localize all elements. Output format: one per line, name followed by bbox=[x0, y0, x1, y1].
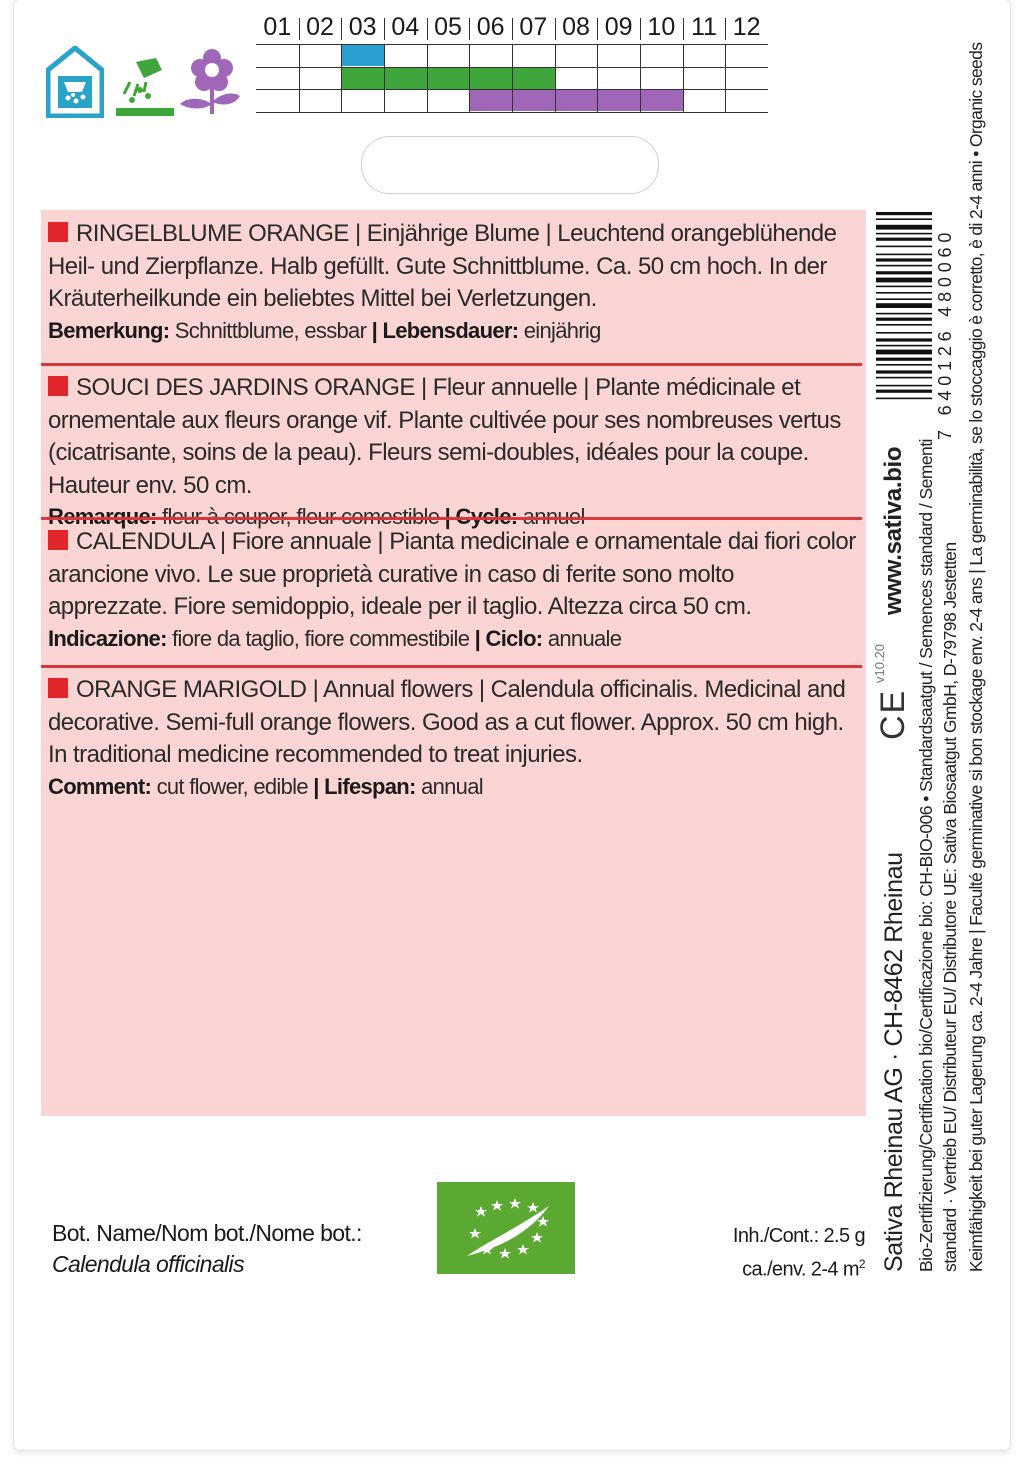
grid-column-line bbox=[683, 44, 684, 112]
barcode-bar bbox=[876, 246, 932, 248]
month-separator bbox=[384, 18, 385, 40]
barcode-bar bbox=[876, 271, 932, 274]
barcode-bar bbox=[876, 254, 932, 256]
grid-column-line bbox=[427, 44, 428, 112]
barcode-bar bbox=[876, 390, 932, 393]
note-value: annual bbox=[415, 773, 483, 799]
section-italian bbox=[48, 526, 858, 654]
barcode-bar bbox=[876, 332, 932, 334]
section-german bbox=[48, 218, 858, 346]
contents-block bbox=[733, 1222, 865, 1284]
calendar-bar-sowing-indoor bbox=[341, 45, 384, 66]
month-label-08: 08 bbox=[562, 13, 590, 41]
website-link[interactable]: www.sativa.bio bbox=[880, 446, 907, 615]
note-label: Indicazione: bbox=[48, 625, 167, 651]
barcode-bar bbox=[876, 324, 932, 326]
month-label-04: 04 bbox=[391, 13, 420, 41]
contents-area: ca./env. 2-4 m bbox=[742, 1258, 859, 1281]
barcode-bar bbox=[876, 303, 932, 308]
red-square-marker bbox=[48, 530, 68, 550]
section-french bbox=[48, 372, 858, 532]
section-text: SOUCI DES JARDINS ORANGE | Fleur annuelle | Plante médicinale et ornementale aux fleurs orange vif. Plante cultivée pour ses nombreuses vertus (cicatrisante, soins de la peau). Fleurs semi-doubles, idéales pour la coupe. Hauteur env. 50 cm. bbox=[48, 374, 841, 499]
month-separator bbox=[555, 18, 556, 40]
month-label-03: 03 bbox=[348, 13, 377, 41]
note-label: | Lebensdauer: bbox=[371, 317, 519, 343]
barcode-bar bbox=[876, 350, 932, 355]
contents-weight: Inh./Cont.: 2.5 g bbox=[732, 1225, 865, 1247]
barcode-bar bbox=[876, 286, 932, 288]
certification-text: Bio-Zertifizierung/Certification bio/Certificazione bio: CH-BIO-006 • Standardsaatgut / Semences standard / Sementi bbox=[916, 439, 936, 1272]
barcode-bar bbox=[876, 298, 932, 300]
barcode-bar bbox=[876, 318, 932, 321]
grid-row-line bbox=[256, 112, 768, 113]
section-divider bbox=[41, 517, 862, 520]
grid-column-line bbox=[384, 44, 385, 112]
month-separator bbox=[299, 18, 300, 40]
month-separator bbox=[640, 18, 641, 40]
note-label: Bemerkung: bbox=[48, 317, 170, 343]
note-value: Schnittblume, essbar bbox=[169, 317, 372, 343]
barcode-bar bbox=[876, 292, 932, 294]
grid-column-line bbox=[341, 44, 342, 112]
month-label-11: 11 bbox=[691, 13, 717, 41]
ce-mark: CE bbox=[874, 688, 912, 740]
barcode-bar bbox=[876, 398, 932, 400]
note-value: einjährig bbox=[518, 317, 601, 343]
red-square-marker bbox=[48, 222, 68, 242]
month-separator bbox=[469, 18, 470, 40]
barcode-bar bbox=[876, 233, 932, 235]
month-header bbox=[256, 12, 768, 42]
note-label: | Lifespan: bbox=[313, 773, 416, 799]
month-separator bbox=[427, 18, 428, 40]
month-label-05: 05 bbox=[434, 13, 462, 41]
barcode-bar bbox=[876, 278, 932, 283]
flower-icon bbox=[178, 48, 242, 116]
barcode-bar bbox=[876, 313, 932, 315]
barcode-bar bbox=[876, 265, 932, 267]
barcode-bar bbox=[876, 345, 932, 347]
month-label-06: 06 bbox=[476, 13, 505, 41]
botanical-name: Calendula officinalis bbox=[52, 1251, 244, 1277]
distributor-text: standard · Vertrieb EU/ Distributeur EU/ Distributore UE: Sativa Biosaatgut GmbH, D-79798 Jestetten bbox=[940, 542, 960, 1272]
barcode-bar bbox=[876, 364, 932, 366]
botanical-name-block bbox=[52, 1218, 362, 1280]
month-label-09: 09 bbox=[604, 13, 633, 41]
grid-column-line bbox=[597, 44, 598, 112]
barcode-bar bbox=[876, 385, 932, 387]
section-text: CALENDULA | Fiore annuale | Pianta medicinale e ornamentale dai fiori color arancione vivo. Le sue proprietà curative in caso di ferite sono molto apprezzate. Fiore semidoppio, ideale per il taglio. Altezza circa 50 cm. bbox=[48, 528, 856, 620]
hang-hole bbox=[361, 136, 659, 194]
house-seed-icon bbox=[46, 46, 104, 118]
red-square-marker bbox=[48, 678, 68, 698]
barcode-bar bbox=[876, 225, 932, 230]
month-separator bbox=[512, 18, 513, 40]
eu-organic-leaf-icon bbox=[437, 1182, 575, 1274]
barcode-bar bbox=[876, 212, 932, 215]
note-label: | Ciclo: bbox=[474, 625, 543, 651]
barcode-bar bbox=[876, 370, 932, 373]
section-text: RINGELBLUME ORANGE | Einjährige Blume | Leuchtend orangeblühende Heil- und Zierpflanze. Halb gefüllt. Gute Schnittblume. Ca. 50 cm hoch. In der Kräuterheilkunde ein beliebtes Mittel bei Verletzungen. bbox=[48, 220, 837, 312]
barcode-bar bbox=[876, 358, 932, 361]
section-text: ORANGE MARIGOLD | Annual flowers | Calendula officinalis. Medicinal and decorative. Semi-full orange flowers. Good as a cut flower. Approx. 50 cm high. In traditional medicine recommended to treat injuries. bbox=[48, 676, 846, 768]
company-address: Sativa Rheinau AG · CH-8462 Rheinau bbox=[880, 852, 908, 1272]
outdoor-sowing-icon bbox=[116, 56, 174, 118]
note-value: fiore da taglio, fiore commestibile bbox=[166, 625, 475, 651]
square-unit: 2 bbox=[858, 1257, 865, 1271]
section-divider bbox=[41, 665, 862, 668]
section-divider bbox=[41, 363, 862, 366]
section-english bbox=[48, 674, 858, 802]
grid-column-line bbox=[469, 44, 470, 112]
month-label-07: 07 bbox=[519, 13, 548, 41]
barcode-bar bbox=[876, 338, 932, 341]
month-separator bbox=[597, 18, 598, 40]
calendar-bar-flowering bbox=[469, 90, 682, 111]
month-label-12: 12 bbox=[732, 13, 761, 41]
botanical-name-label: Bot. Name/Nom bot./Nome bot.: bbox=[52, 1220, 362, 1246]
growing-calendar-grid bbox=[256, 44, 768, 112]
month-label-10: 10 bbox=[647, 13, 676, 41]
note-value: cut flower, edible bbox=[151, 773, 314, 799]
calendar-bar-planting-out bbox=[341, 68, 554, 89]
barcode bbox=[876, 212, 932, 438]
month-separator bbox=[683, 18, 684, 40]
barcode-bar bbox=[876, 377, 932, 379]
note-value: annuale bbox=[542, 625, 622, 651]
barcode-digits: 7 640126 480060 bbox=[935, 227, 955, 440]
barcode-bar bbox=[876, 238, 932, 241]
barcode-bar bbox=[876, 258, 932, 261]
grid-column-line bbox=[640, 44, 641, 112]
version-label: v10.20 bbox=[872, 643, 887, 683]
month-label-02: 02 bbox=[306, 13, 334, 41]
grid-column-line bbox=[555, 44, 556, 112]
description-panel bbox=[41, 210, 866, 1116]
red-square-marker bbox=[48, 376, 68, 396]
grid-column-line bbox=[725, 44, 726, 112]
note-label: Comment: bbox=[48, 773, 152, 799]
barcode-bar bbox=[876, 218, 932, 220]
month-separator bbox=[725, 18, 726, 40]
month-separator bbox=[341, 18, 342, 40]
month-label-01: 01 bbox=[263, 13, 292, 41]
germination-text: Keimfähigkeit bei guter Lagerung ca. 2-4 Jahre | Faculté germinative si bon stockage env. 2-4 ans | La germinabilità, se lo stoccaggio è corretto, è di 2-4 anni • Organic seeds bbox=[966, 42, 986, 1272]
grid-column-line bbox=[512, 44, 513, 112]
grid-column-line bbox=[299, 44, 300, 112]
